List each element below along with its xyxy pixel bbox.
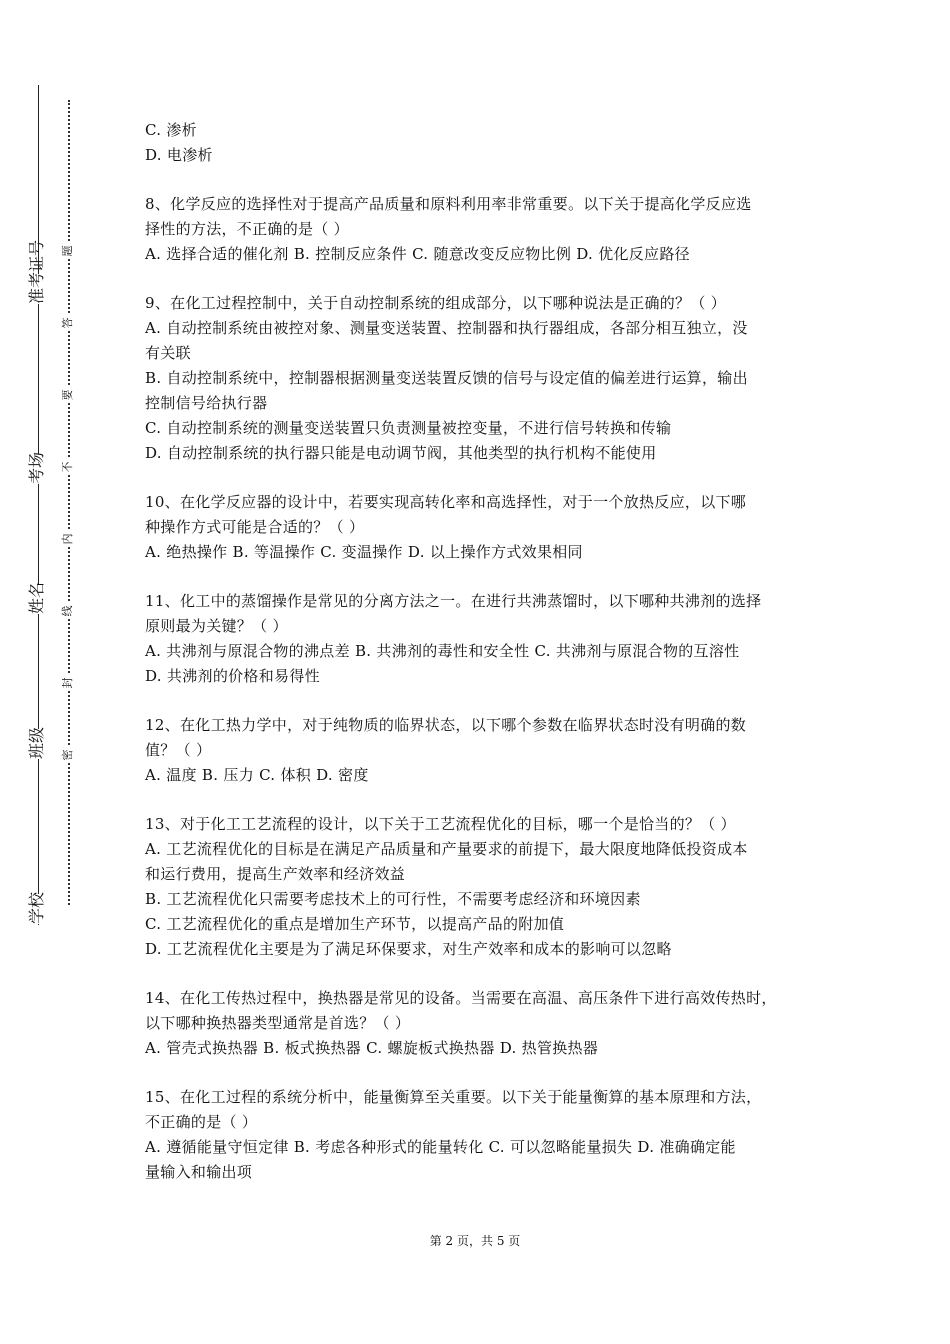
option-line: 和运行费用，提高生产效率和经济效益 <box>145 865 406 883</box>
question-8 <box>145 192 815 267</box>
binding-margin <box>0 0 110 1344</box>
name-label: 姓名 <box>27 581 46 614</box>
question-line: 值？（ ） <box>145 741 212 759</box>
question-line: 9、在化工过程控制中，关于自动控制系统的组成部分，以下哪种说法是正确的？（ ） <box>145 294 727 312</box>
option-line: C. 工艺流程优化的重点是增加生产环节，以提高产品的附加值 <box>145 915 565 933</box>
option-line: D. 电渗析 <box>145 146 213 164</box>
option-line: 控制信号给执行器 <box>145 394 268 412</box>
option-line: A. 遵循能量守恒定律 B. 考虑各种形式的能量转化 C. 可以忽略能量损失 D. 准确确定能 <box>145 1138 736 1156</box>
option-line: C. 渗析 <box>145 121 197 139</box>
question-line: 8、化学反应的选择性对于提高产品质量和原料利用率非常重要。以下关于提高化学反应选 <box>145 195 752 213</box>
seal-char-ti: 题 <box>60 243 76 259</box>
question-11 <box>145 589 815 689</box>
question-line: 以下哪种换热器类型通常是首选？（ ） <box>145 1014 411 1032</box>
seal-dotted-line <box>68 100 70 905</box>
exam-room-label: 考场 <box>27 451 46 484</box>
option-line: C. 自动控制系统的测量变送装置只负责测量被控变量，不进行信号转换和传输 <box>145 419 672 437</box>
option-line: D. 自动控制系统的执行器只能是电动调节阀，其他类型的执行机构不能使用 <box>145 444 657 462</box>
question-content <box>145 118 815 1209</box>
question-line: 15、在化工过程的系统分析中，能量衡算至关重要。以下关于能量衡算的基本原理和方法， <box>145 1088 762 1106</box>
page-footer: 第 2 页，共 5 页 <box>429 1234 521 1248</box>
question-13 <box>145 812 815 962</box>
question-12 <box>145 713 815 788</box>
option-line: B. 自动控制系统中，控制器根据测量变送装置反馈的信号与设定值的偏差进行运算，输出 <box>145 369 748 387</box>
question-line: 10、在化学反应器的设计中，若要实现高转化率和高选择性，对于一个放热反应，以下哪 <box>145 493 747 511</box>
class-label: 班级 <box>27 726 46 759</box>
option-line: A. 选择合适的催化剂 B. 控制反应条件 C. 随意改变反应物比例 D. 优化反应路径 <box>145 245 690 263</box>
question-line: 12、在化工热力学中，对于纯物质的临界状态，以下哪个参数在临界状态时没有明确的数 <box>145 716 747 734</box>
question-line: 原则最为关键？（ ） <box>145 617 288 635</box>
question-14 <box>145 986 815 1061</box>
seal-char-xian: 线 <box>60 603 76 619</box>
option-line: A. 管壳式换热器 B. 板式换热器 C. 螺旋板式换热器 D. 热管换热器 <box>145 1039 599 1057</box>
option-line: A. 共沸剂与原混合物的沸点差 B. 共沸剂的毒性和安全性 C. 共沸剂与原混合物的互溶性 <box>145 642 740 660</box>
option-line: 量输入和输出项 <box>145 1163 253 1181</box>
seal-char-nei: 内 <box>60 531 76 547</box>
option-line: D. 工艺流程优化主要是为了满足环保要求，对生产效率和成本的影响可以忽略 <box>145 940 672 958</box>
option-line: A. 绝热操作 B. 等温操作 C. 变温操作 D. 以上操作方式效果相同 <box>145 543 583 561</box>
binding-solid-line <box>38 85 39 925</box>
option-line: A. 自动控制系统由被控对象、测量变送装置、控制器和执行器组成，各部分相互独立，没 <box>145 319 748 337</box>
question-15 <box>145 1085 815 1185</box>
question-line: 13、对于化工工艺流程的设计，以下关于工艺流程优化的目标，哪一个是恰当的？（ ） <box>145 815 736 833</box>
seal-char-da: 答 <box>60 315 76 331</box>
question-line: 择性的方法，不正确的是（ ） <box>145 220 349 238</box>
option-line: A. 工艺流程优化的目标是在满足产品质量和产量要求的前提下，最大限度地降低投资成本 <box>145 840 748 858</box>
exam-id-label: 准考证号 <box>27 239 46 304</box>
question-line: 不正确的是（ ） <box>145 1113 258 1131</box>
school-label: 学校 <box>27 891 46 924</box>
option-line: A. 温度 B. 压力 C. 体积 D. 密度 <box>145 766 369 784</box>
seal-char-yao: 要 <box>60 387 76 403</box>
question-10 <box>145 490 815 565</box>
question-9 <box>145 291 815 466</box>
seal-char-mi: 密 <box>60 747 76 763</box>
continued-options <box>145 118 815 168</box>
seal-char-feng: 封 <box>60 675 76 691</box>
question-line: 14、在化工传热过程中，换热器是常见的设备。当需要在高温、高压条件下进行高效传热时， <box>145 989 777 1007</box>
question-line: 种操作方式可能是合适的？（ ） <box>145 518 365 536</box>
option-line: 有关联 <box>145 344 191 362</box>
option-line: B. 工艺流程优化只需要考虑技术上的可行性，不需要考虑经济和环境因素 <box>145 890 641 908</box>
option-line: D. 共沸剂的价格和易得性 <box>145 667 320 685</box>
seal-char-bu: 不 <box>60 459 76 475</box>
question-line: 11、化工中的蒸馏操作是常见的分离方法之一。在进行共沸蒸馏时，以下哪种共沸剂的选择 <box>145 592 762 610</box>
